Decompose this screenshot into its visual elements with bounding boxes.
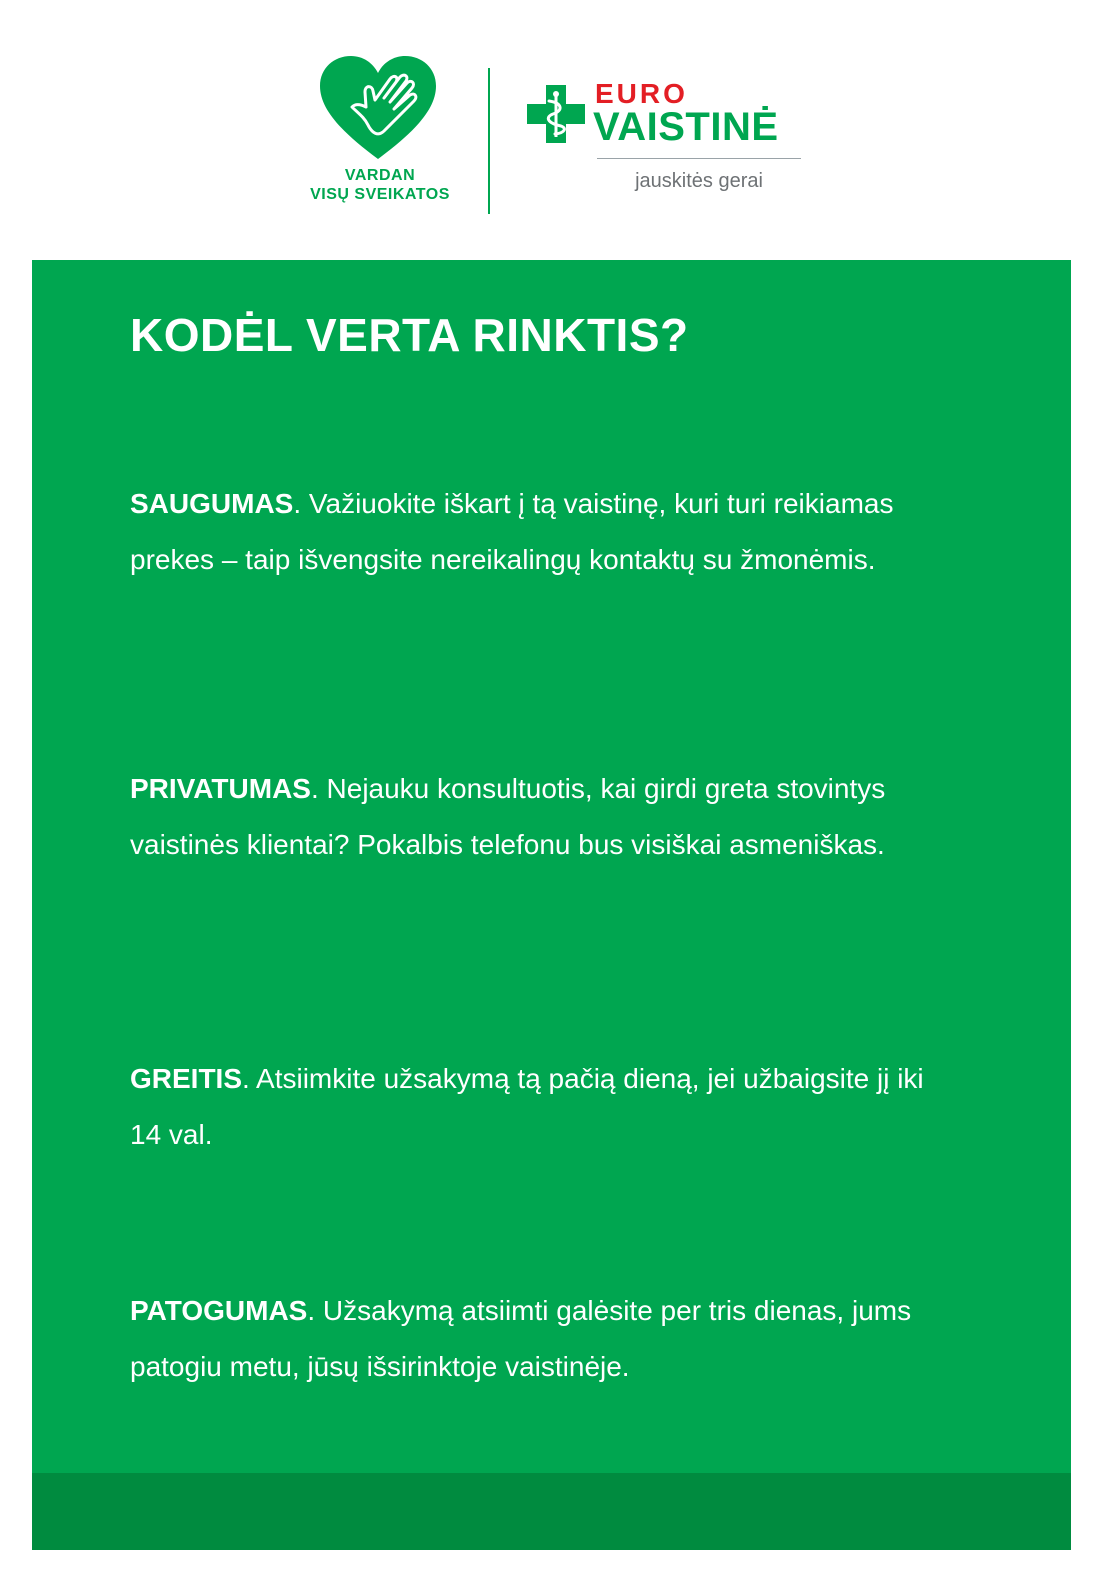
reason-text: . Užsakymą atsiimti galėsite per tris dienas, jums patogiu metu, jūsų išsirinktoje vaistinėje. [130, 1295, 912, 1382]
reason-keyword: GREITIS [130, 1063, 243, 1094]
reason-block-saugumas [130, 476, 950, 588]
reason-block-patogumas [130, 1283, 950, 1395]
logo-divider [488, 68, 490, 214]
info-panel [32, 260, 1071, 1550]
heart-hand-icon [318, 55, 438, 165]
logo-line-1: VARDAN [344, 167, 416, 184]
reason-keyword: PATOGUMAS [130, 1295, 308, 1326]
brand-vaistine: VAISTINĖ [593, 105, 779, 149]
header [0, 0, 1100, 260]
reason-text: . Nejauku konsultuotis, kai girdi greta stovintys vaistinės klientai? Pokalbis telefonu bus visiškai asmeniškas. [130, 773, 886, 860]
reason-keyword: SAUGUMAS [130, 488, 294, 519]
reason-text: . Atsiimkite užsakymą tą pačią dieną, jei užbaigsite jį iki 14 val. [130, 1063, 924, 1150]
euro-vaistine-logo [525, 78, 815, 203]
brand-euro: EURO [595, 78, 688, 109]
reason-block-privatumas [130, 761, 950, 873]
reason-block-greitis [130, 1051, 950, 1163]
reason-text: . Važiuokite iškart į tą vaistinę, kuri turi reikiamas prekes – taip išvengsite nereikalingų kontaktų su žmonėmis. [130, 488, 894, 575]
pharmacy-cross-icon [525, 83, 587, 145]
brand-underline [597, 158, 801, 159]
brand-slogan: jauskitės gerai [635, 170, 763, 192]
vardan-visu-sveikatos-logo [300, 55, 470, 215]
reason-keyword: PRIVATUMAS [130, 773, 311, 804]
logo-line-2: VISŲ SVEIKATOS [310, 186, 450, 203]
bottom-band [32, 1473, 1071, 1550]
panel-title: KODĖL VERTA RINKTIS? [130, 309, 689, 361]
